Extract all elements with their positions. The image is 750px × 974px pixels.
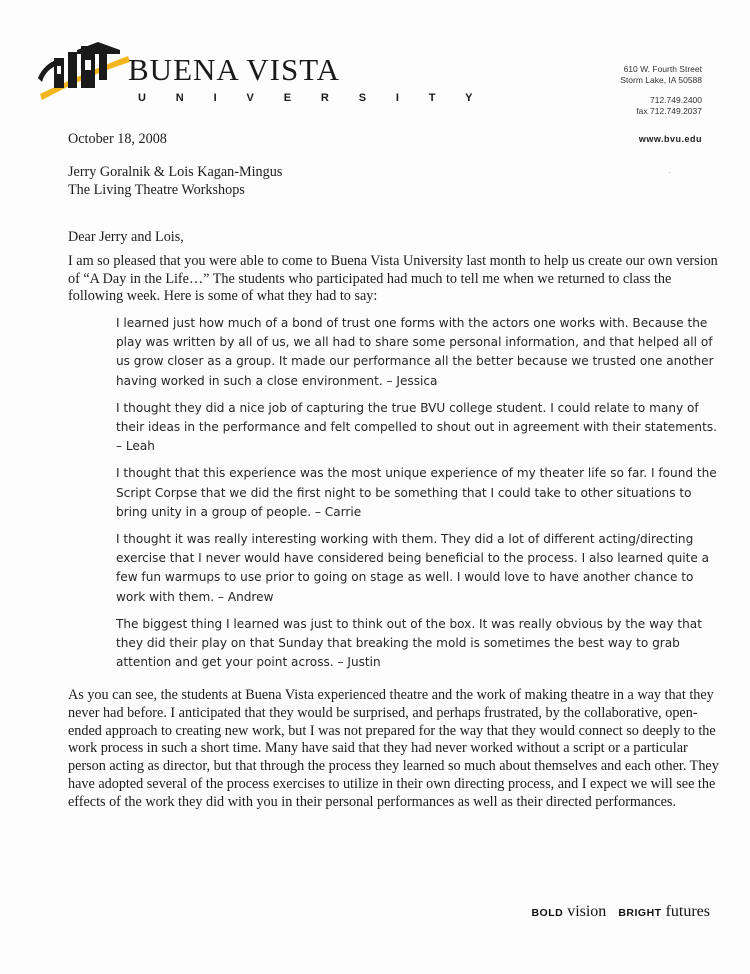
quote-carrie: I thought that this experience was the most unique experience of my theater life so far. I found the Script Corpse that we did the first night to be something that I could take to other situations to bring unity in a group of people. – Carrie [116, 466, 717, 519]
quote-jessica: I learned just how much of a bond of trust one forms with the actors one works with. Because the play was written by all of us, we all had to share some personal information, and that helped all of us grow closer as a group. It made our performance all the better because we trusted one another having worked in such a close environment. – Jessica [116, 316, 714, 388]
quote-leah: I thought they did a nice job of capturing the true BVU college student. I could relate to many of their ideas in the performance and felt compelled to shout out in agreement with their statements. – Leah [116, 400, 717, 454]
address-block [620, 64, 702, 117]
bvu-logo-mark-icon [36, 38, 131, 102]
address-line-2: Storm Lake, IA 50588 [620, 75, 702, 85]
scan-speck: · [668, 168, 671, 177]
recipient-organization: The Living Theatre Workshops [68, 181, 245, 198]
quote-justin: The biggest thing I learned was just to think out of the box. It was really obvious by the way that they did their play on that Sunday that breaking the mold is sometimes the best way to grab attention and get your point across. – Justin [116, 616, 702, 670]
university-logo [36, 38, 486, 106]
tagline-bright: BRIGHT [618, 907, 662, 919]
recipient-block [68, 164, 282, 199]
phone-number: 712.749.2400 [650, 95, 702, 105]
tagline-futures: futures [665, 903, 710, 920]
student-quotes [116, 314, 718, 680]
address-line-1: 610 W. Fourth Street [623, 64, 702, 74]
university-subtitle: U N I V E R S I T Y [138, 92, 486, 104]
recipient-names: Jerry Goralnik & Lois Kagan-Mingus [68, 164, 283, 180]
university-name: BUENA VISTA [128, 52, 341, 87]
footer-tagline [531, 903, 710, 921]
tagline-bold: BOLD [531, 907, 564, 919]
intro-paragraph: I am so pleased that you were able to come to Buena Vista University last month to help us create our own version of “A Day in the Life…” The students who participated had much to tell me when we returned to class the following week. Here is some of what they had to say: [68, 253, 718, 305]
quote-andrew: I thought it was really interesting working with them. They did a lot of different acting/directing exercise that I never would have considered being beneficial to the process. I also learned quite a few fun warmups to use prior to going on stage as well. I would love to have another chance to work with them. – Andrew [116, 532, 710, 604]
closing-paragraph: As you can see, the students at Buena Vista experienced theatre and the work of making theatre in a way that they never had before. I anticipated that they would be surprised, and perhaps frustrated, by the collaborative, open-ended approach to creating new work, but I was not prepared for the way that they would connect so deeply to the work process in such a short time. Many have said that they had never worked without a script or a particular person acting as director, but that through the process they learned so much about themselves and each other. They have adopted several of the process exercises to utilize in their own directing process, and I expect we will see the effects of the work they did with you in their personal performances as well as their directed performances. [68, 687, 719, 810]
tagline-vision: vision [567, 903, 607, 920]
fax-number: fax 712.749.2037 [636, 106, 702, 116]
letter-date: October 18, 2008 [68, 131, 167, 147]
salutation: Dear Jerry and Lois, [68, 229, 184, 245]
website-link[interactable]: www.bvu.edu [638, 134, 702, 144]
